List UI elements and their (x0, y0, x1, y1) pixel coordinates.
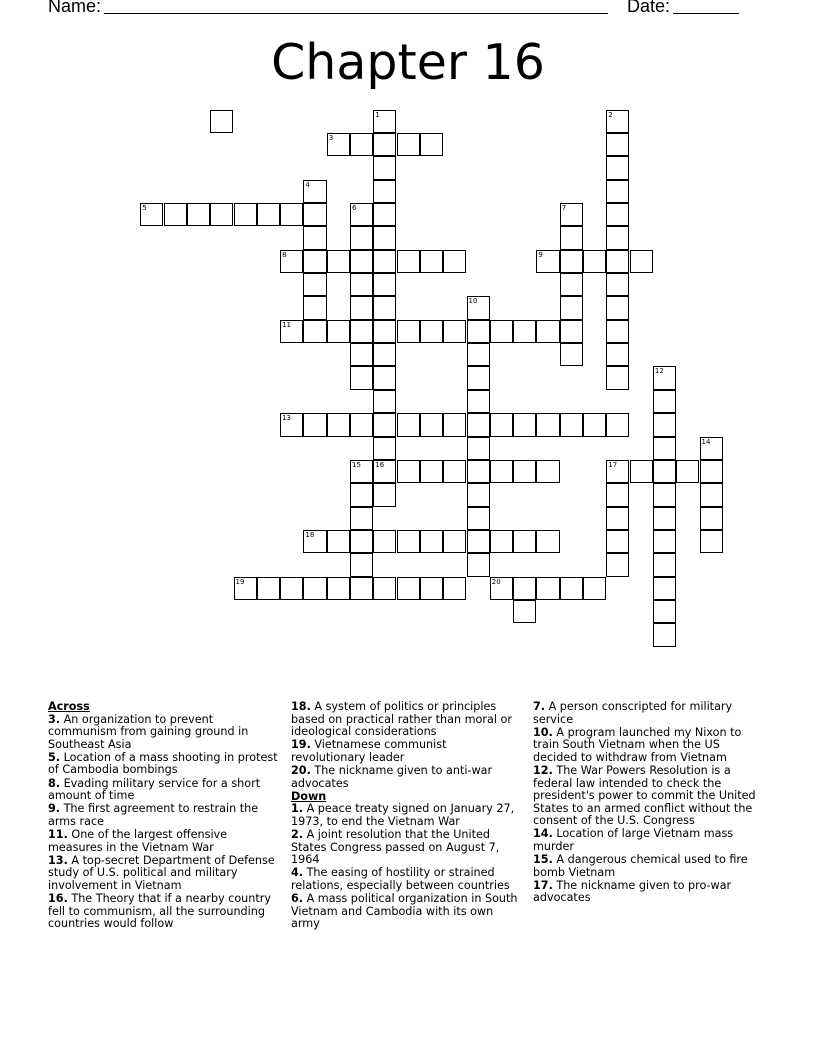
crossword-cell[interactable] (653, 530, 676, 553)
crossword-cell[interactable] (606, 273, 629, 296)
crossword-cell[interactable] (467, 437, 490, 460)
across-clue (48, 778, 278, 803)
crossword-cell[interactable] (373, 320, 396, 343)
across-clue (48, 803, 278, 828)
across-clue-list (48, 714, 278, 931)
clue-number: 10 (468, 297, 478, 306)
crossword-cell[interactable] (280, 203, 303, 226)
crossword-cell[interactable] (373, 366, 396, 389)
crossword-cell[interactable] (164, 203, 187, 226)
crossword-cell[interactable] (140, 203, 163, 226)
crossword-cell[interactable] (443, 460, 466, 483)
crossword-cell[interactable] (210, 203, 233, 226)
crossword-cell[interactable] (513, 413, 536, 436)
crossword-cell[interactable] (700, 530, 723, 553)
crossword-cell[interactable] (606, 553, 629, 576)
clue-number-label: 18. (291, 700, 311, 713)
crossword-cell[interactable] (490, 460, 513, 483)
crossword-cell[interactable] (606, 180, 629, 203)
crossword-cell[interactable] (373, 577, 396, 600)
across-clue (48, 855, 278, 893)
crossword-cell[interactable] (373, 413, 396, 436)
clue-number-label: 19. (291, 738, 311, 752)
crossword-cell[interactable] (653, 390, 676, 413)
crossword-cell[interactable] (490, 413, 513, 436)
crossword-cell[interactable] (397, 133, 420, 156)
crossword-cell[interactable] (350, 577, 373, 600)
clue-number-label: 16. (48, 891, 68, 905)
clue-number-label: 20. (291, 763, 311, 777)
clue-number: 1 (375, 110, 380, 119)
clue-text: Location of large Vietnam mass murder (533, 827, 734, 854)
crossword-cell[interactable] (420, 250, 443, 273)
crossword-cell[interactable] (350, 133, 373, 156)
crossword-cell[interactable] (187, 203, 210, 226)
crossword-cell[interactable] (280, 320, 303, 343)
crossword-cell[interactable] (467, 483, 490, 506)
clue-text: An organization to prevent communism from gaining ground in Southeast Asia (48, 712, 249, 751)
crossword-cell[interactable] (583, 250, 606, 273)
crossword-cell[interactable] (350, 273, 373, 296)
crossword-cell[interactable] (327, 413, 350, 436)
crossword-cell[interactable] (234, 577, 257, 600)
crossword-cell[interactable] (490, 530, 513, 553)
across-clue-list-continued (291, 701, 521, 790)
crossword-cell[interactable] (513, 320, 536, 343)
crossword-cell[interactable] (397, 320, 420, 343)
crossword-cell[interactable] (490, 320, 513, 343)
crossword-cell[interactable] (373, 250, 396, 273)
crossword-cell[interactable] (467, 530, 490, 553)
crossword-cell[interactable] (257, 203, 280, 226)
clue-number-label: 5. (48, 750, 61, 764)
crossword-cell[interactable] (350, 343, 373, 366)
crossword-cell[interactable] (653, 413, 676, 436)
crossword-cell[interactable] (513, 577, 536, 600)
clues-column-3 (533, 701, 765, 906)
clue-number-label: 7. (533, 700, 546, 713)
crossword-cell[interactable] (420, 460, 443, 483)
clue-text: One of the largest offensive measures in the Vietnam War (48, 827, 228, 854)
crossword-cell[interactable] (560, 296, 583, 319)
crossword-cell[interactable] (653, 460, 676, 483)
crossword-cell[interactable] (653, 437, 676, 460)
down-clue (291, 893, 521, 931)
crossword-cell[interactable] (373, 133, 396, 156)
crossword-cell[interactable] (536, 530, 559, 553)
clue-text: Location of a mass shooting in protest of Cambodia bombings (48, 750, 278, 777)
crossword-cell[interactable] (280, 250, 303, 273)
clue-number: 6 (352, 204, 357, 212)
crossword-cell[interactable] (560, 577, 583, 600)
crossword-cell[interactable] (350, 366, 373, 389)
crossword-cell[interactable] (606, 320, 629, 343)
crossword-cell[interactable] (536, 320, 559, 343)
clue-number-label: 1. (291, 802, 304, 816)
clue-number: 13 (282, 414, 292, 423)
clue-text: The War Powers Resolution is a federal law intended to check the president's power to commit the United States to an armed conflict without the consent of the U.S. Congress (533, 763, 756, 828)
clue-number: 11 (282, 320, 292, 329)
crossword-cell[interactable] (653, 507, 676, 530)
clue-number-label: 8. (48, 776, 61, 790)
clue-number: 7 (561, 204, 567, 212)
crossword-cell[interactable] (303, 203, 326, 226)
clue-text: A program launched my Nixon to train South Vietnam when the US decided to withdraw from Vietnam (533, 725, 742, 764)
crossword-cell[interactable] (653, 366, 676, 389)
crossword-cell[interactable] (653, 553, 676, 576)
crossword-cell[interactable] (303, 273, 326, 296)
across-clue (291, 739, 521, 764)
crossword-cell[interactable] (397, 577, 420, 600)
crossword-cell[interactable] (560, 320, 583, 343)
crossword-cell[interactable] (606, 460, 629, 483)
clue-text: A system of politics or principles based on practical rather than moral or ideological considerations (291, 700, 512, 739)
clue-text: The nickname given to pro-war advocates (533, 878, 732, 905)
crossword-cell[interactable] (606, 156, 629, 179)
clue-number: 3 (328, 133, 334, 142)
clue-number: 12 (654, 367, 664, 376)
crossword-cell[interactable] (210, 110, 233, 133)
clue-number-label: 2. (291, 827, 304, 841)
across-clue (48, 829, 278, 854)
crossword-cell[interactable] (303, 320, 326, 343)
crossword-cell[interactable] (560, 250, 583, 273)
down-clue (291, 803, 521, 828)
crossword-cell[interactable] (373, 156, 396, 179)
crossword-cell[interactable] (327, 250, 350, 273)
crossword-cell[interactable] (467, 413, 490, 436)
clue-number-label: 12. (533, 763, 553, 777)
clue-text: A person conscripted for military service (533, 700, 733, 726)
crossword-cell[interactable] (536, 250, 559, 273)
crossword-cell[interactable] (280, 413, 303, 436)
crossword-cell[interactable] (653, 577, 676, 600)
crossword-cell[interactable] (350, 460, 373, 483)
crossword-cell[interactable] (606, 413, 629, 436)
crossword-cell[interactable] (606, 483, 629, 506)
clue-number: 18 (305, 530, 315, 539)
down-clue (291, 829, 521, 867)
crossword-cell[interactable] (700, 437, 723, 460)
crossword-cell[interactable] (350, 296, 373, 319)
clue-text: Evading military service for a short amount of time (48, 776, 261, 803)
clue-number: 5 (142, 204, 147, 212)
down-clue-list (291, 803, 521, 930)
crossword-cell[interactable] (443, 413, 466, 436)
crossword-cell[interactable] (467, 320, 490, 343)
crossword-cell[interactable] (420, 413, 443, 436)
clue-number: 14 (701, 437, 711, 446)
crossword-cell[interactable] (303, 250, 326, 273)
crossword-cell[interactable] (350, 530, 373, 553)
clue-number: 15 (352, 460, 361, 469)
crossword-cell[interactable] (420, 320, 443, 343)
crossword-cell[interactable] (397, 413, 420, 436)
clue-text: The first agreement to restrain the arms race (48, 802, 259, 828)
crossword-cell[interactable] (606, 296, 629, 319)
clue-text: A joint resolution that the United States Congress passed on August 7, 1964 (291, 827, 500, 867)
crossword-cell[interactable] (373, 273, 396, 296)
clue-number-label: 13. (48, 853, 68, 867)
crossword-cell[interactable] (560, 343, 583, 366)
across-heading: Across (48, 700, 90, 713)
crossword-cell[interactable] (350, 250, 373, 273)
clue-number: 19 (235, 577, 245, 586)
crossword-cell[interactable] (513, 530, 536, 553)
crossword-cell[interactable] (373, 437, 396, 460)
crossword-cell[interactable] (606, 530, 629, 553)
clue-number: 2 (608, 110, 613, 119)
crossword-cell[interactable] (303, 413, 326, 436)
clue-number-label: 14. (533, 827, 553, 841)
clue-number: 9 (538, 250, 543, 259)
crossword-cell[interactable] (350, 320, 373, 343)
crossword-cell[interactable] (490, 577, 513, 600)
crossword-cell[interactable] (397, 460, 420, 483)
crossword-cell[interactable] (327, 133, 350, 156)
crossword-cell[interactable] (653, 483, 676, 506)
crossword-cell[interactable] (700, 460, 723, 483)
crossword-cell[interactable] (420, 530, 443, 553)
clue-text: The easing of hostility or strained relations, especially between countries (291, 866, 510, 892)
clue-text: A peace treaty signed on January 27, 1973, to end the Vietnam War (291, 802, 515, 828)
crossword-cell[interactable] (560, 203, 583, 226)
crossword-cell[interactable] (373, 483, 396, 506)
crossword-cell[interactable] (327, 320, 350, 343)
crossword-cell[interactable] (606, 226, 629, 249)
clue-number: 4 (305, 180, 310, 189)
crossword-cell[interactable] (606, 133, 629, 156)
page-title: Chapter 16 (271, 34, 545, 91)
down-clue (533, 727, 765, 765)
crossword-cell[interactable] (373, 390, 396, 413)
crossword-cell[interactable] (467, 460, 490, 483)
crossword-cell[interactable] (350, 553, 373, 576)
crossword-cell[interactable] (373, 460, 396, 483)
date-label: Date: (627, 0, 671, 16)
crossword-cell[interactable] (536, 460, 559, 483)
crossword-cell[interactable] (303, 577, 326, 600)
crossword-cell[interactable] (467, 507, 490, 530)
crossword-cell[interactable] (513, 460, 536, 483)
clue-text: The nickname given to anti-war advocates (291, 763, 493, 790)
crossword-cell[interactable] (700, 507, 723, 530)
crossword-cell[interactable] (303, 226, 326, 249)
clue-number: 16 (375, 460, 385, 469)
down-clue (291, 867, 521, 892)
crossword-cell[interactable] (303, 180, 326, 203)
clues-column-2 (291, 701, 521, 931)
crossword-cell[interactable] (397, 250, 420, 273)
clue-text: A top-secret Department of Defense study of U.S. political and military involvement in Vietnam (48, 853, 275, 892)
crossword-cell[interactable] (420, 577, 443, 600)
crossword-cell[interactable] (560, 226, 583, 249)
down-heading: Down (291, 789, 327, 803)
clue-text: A dangerous chemical used to fire bomb Vietnam (533, 853, 748, 879)
crossword-cell[interactable] (513, 600, 536, 623)
crossword-cell[interactable] (420, 133, 443, 156)
crossword-cell[interactable] (443, 250, 466, 273)
crossword-cell[interactable] (443, 320, 466, 343)
clue-number-label: 3. (48, 712, 61, 726)
crossword-cell[interactable] (653, 623, 676, 646)
crossword-cell[interactable] (373, 226, 396, 249)
clue-number-label: 6. (291, 891, 304, 905)
crossword-cell[interactable] (653, 600, 676, 623)
crossword-cell[interactable] (700, 483, 723, 506)
crossword-cell[interactable] (606, 203, 629, 226)
across-clue (48, 893, 278, 931)
crossword-cell[interactable] (467, 366, 490, 389)
crossword-cell[interactable] (303, 530, 326, 553)
crossword-cell[interactable] (373, 296, 396, 319)
crossword-cell[interactable] (373, 343, 396, 366)
clue-number-label: 15. (533, 853, 553, 867)
crossword-cell[interactable] (350, 226, 373, 249)
crossword-cell[interactable] (560, 413, 583, 436)
crossword-cell[interactable] (467, 343, 490, 366)
crossword-cell[interactable] (583, 413, 606, 436)
crossword-cell[interactable] (373, 180, 396, 203)
down-clue (533, 854, 765, 879)
clues-column-1 (48, 701, 278, 931)
crossword-cell[interactable] (467, 390, 490, 413)
crossword-cell[interactable] (676, 460, 699, 483)
clue-number-label: 9. (48, 802, 61, 816)
crossword-cell[interactable] (467, 296, 490, 319)
crossword-cell[interactable] (443, 530, 466, 553)
clue-number: 20 (491, 577, 501, 586)
crossword-cell[interactable] (373, 530, 396, 553)
down-clue (533, 880, 765, 905)
crossword-cell[interactable] (630, 250, 653, 273)
crossword-cell[interactable] (606, 250, 629, 273)
down-clue (533, 765, 765, 828)
crossword-cell[interactable] (606, 507, 629, 530)
crossword-cell[interactable] (606, 110, 629, 133)
across-clue (291, 765, 521, 790)
clue-number: 17 (608, 460, 618, 469)
crossword-cell[interactable] (350, 483, 373, 506)
clue-number: 8 (282, 250, 287, 259)
clue-number-label: 10. (533, 725, 553, 739)
crossword-cell[interactable] (234, 203, 257, 226)
clue-number-label: 4. (291, 866, 304, 880)
crossword-cell[interactable] (373, 110, 396, 133)
crossword-cell[interactable] (630, 460, 653, 483)
crossword-cell[interactable] (536, 577, 559, 600)
crossword-cell[interactable] (373, 203, 396, 226)
crossword-cell[interactable] (560, 273, 583, 296)
crossword-cell[interactable] (280, 577, 303, 600)
crossword-cell[interactable] (536, 413, 559, 436)
crossword-cell[interactable] (606, 366, 629, 389)
crossword-cell[interactable] (467, 553, 490, 576)
clue-number-label: 17. (533, 878, 553, 892)
clue-text: A mass political organization in South Vietnam and Cambodia with its own army (291, 891, 518, 931)
name-label: Name: (48, 0, 102, 16)
crossword-cell[interactable] (327, 530, 350, 553)
crossword-cell[interactable] (397, 530, 420, 553)
crossword-cell[interactable] (606, 343, 629, 366)
crossword-cell[interactable] (257, 577, 280, 600)
crossword-cell[interactable] (303, 296, 326, 319)
crossword-cell[interactable] (350, 413, 373, 436)
clue-text: The Theory that if a nearby country fell to communism, all the surrounding countries would follow (48, 891, 271, 931)
crossword-cell[interactable] (327, 577, 350, 600)
crossword-cell[interactable] (443, 577, 466, 600)
crossword-cell[interactable] (583, 577, 606, 600)
across-clue (48, 714, 278, 752)
crossword-cell[interactable] (350, 507, 373, 530)
clue-number-label: 11. (48, 827, 68, 841)
down-clue (533, 701, 765, 726)
across-clue (291, 701, 521, 739)
down-clue (533, 828, 765, 853)
clue-text: Vietnamese communist revolutionary leader (291, 738, 447, 764)
across-clue (48, 752, 278, 777)
crossword-cell[interactable] (350, 203, 373, 226)
down-clue-list-continued (533, 701, 765, 905)
